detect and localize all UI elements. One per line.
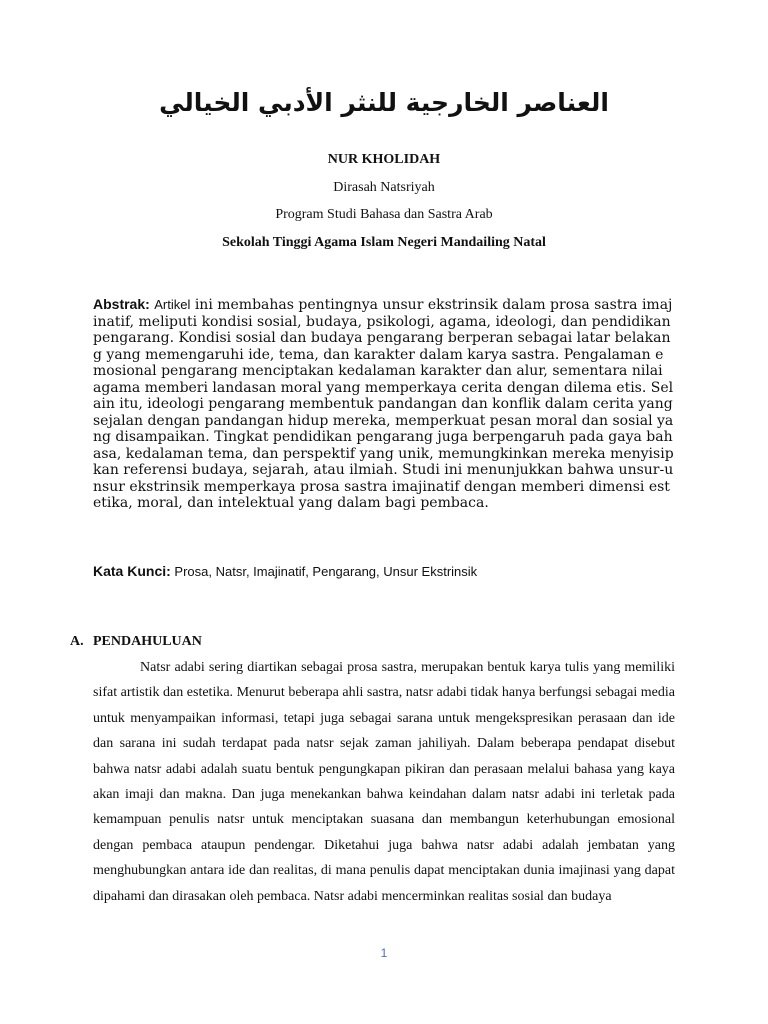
author-institution: Sekolah Tinggi Agama Islam Negeri Mandailing Natal (222, 235, 546, 250)
author-program: Program Studi Bahasa dan Sastra Arab (275, 207, 493, 222)
abstract (93, 296, 675, 512)
section-heading (70, 634, 202, 650)
author-name: NUR KHOLIDAH (327, 152, 441, 167)
abstract-text: ini membahas pentingnya unsur ekstrinsik dalam prosa sastra imajinatif, meliputi kondisi sosial, budaya, psikologi, agama, ideologi, dan pendidikan pengarang. Kondisi sosial dan budaya pengarang berperan sebagai latar belakang yang memengaruhi ide, tema, dan karakter dalam karya sastra. Pengalaman emosional pengarang menciptakan kedalaman karakter dan alur, sementara nilai agama memberi landasan moral yang memperkaya cerita dengan dilema etis. Selain itu, ideologi pengarang membentuk pandangan dan konflik dalam cerita yang sejalan dengan pandangan hidup mereka, memperkuat pesan moral dan sosial yang disampaikan. Tingkat pendidikan pengarang juga berpengaruh pada gaya bahasa, kedalaman tema, dan perspektif yang unik, memungkinkan mereka menyisipkan referensi budaya, sejarah, atau ilmiah. Studi ini menunjukkan bahwa unsur-unsur ekstrinsik memperkaya prosa sastra imajinatif dengan memberi dimensi estetika, moral, dan intelektual yang dalam bagi pembaca. (93, 297, 674, 511)
page-number: 1 (380, 946, 388, 960)
section-title: PENDAHULUAN (93, 634, 202, 649)
section-number: A. (70, 634, 84, 649)
abstract-first-word: Artikel (154, 297, 191, 312)
body-paragraph: Natsr adabi sering diartikan sebagai prosa sastra, merupakan bentuk karya tulis yang memiliki sifat artistik dan estetika. Menurut beberapa ahli sastra, natsr adabi tidak hanya berfungsi sebagai media untuk menyampaikan informasi, tetapi juga sebagai sarana untuk mengekspresikan perasaan dan ide dan sarana ini sudah terdapat pada natsr sejak zaman jahiliyah. Dalam beberapa pendapat disebut bahwa natsr adabi adalah suatu bentuk pengungkapan pikiran dan perasaan melalui bahasa yang kaya akan imaji dan makna. Dan juga menekankan bahwa keindahan dalam natsr adabi ini terletak pada kemampuan penulis natsr untuk menciptakan suasana dan membangun keterhubungan emosional dengan pembaca ataupun pendengar. Diketahui juga bahwa natsr adabi adalah jembatan yang menghubungkan antara ide dan realitas, di mana penulis dapat menciptakan dunia imajinasi yang dapat dipahami dan dirasakan oleh pembaca. Natsr adabi mencerminkan realitas sosial dan budaya (93, 660, 675, 904)
author-department: Dirasah Natsriyah (333, 180, 435, 195)
keywords-text: Prosa, Natsr, Imajinatif, Pengarang, Unsur Ekstrinsik (174, 564, 478, 579)
paper-title: العناصر الخارجية للنثر الأدبي الخيالي (159, 88, 609, 117)
keywords-label: Kata Kunci: (93, 563, 171, 579)
abstract-label: Abstrak: (93, 296, 150, 312)
keywords (93, 563, 675, 579)
